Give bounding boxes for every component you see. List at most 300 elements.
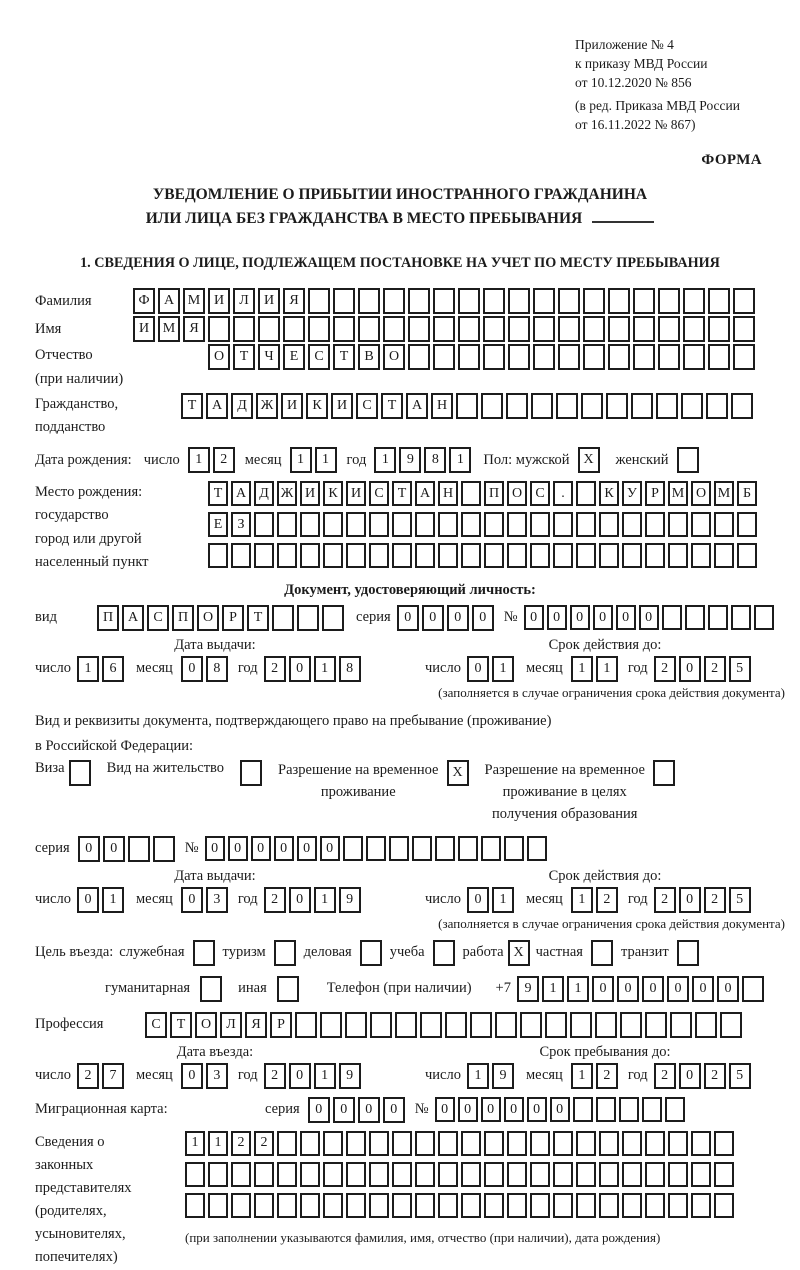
char-cell[interactable]	[507, 1131, 527, 1156]
char-cell[interactable]	[530, 1131, 550, 1156]
char-cell[interactable]: Я	[183, 316, 205, 342]
purpose-tourism-checkbox[interactable]	[274, 940, 296, 966]
char-cell[interactable]: 2	[231, 1131, 251, 1156]
char-cell[interactable]: Р	[222, 605, 244, 631]
char-cell[interactable]	[231, 1162, 251, 1187]
char-cell[interactable]	[233, 316, 255, 342]
purpose-transit-checkbox[interactable]	[677, 940, 699, 966]
char-cell[interactable]	[461, 512, 481, 537]
char-cell[interactable]	[323, 543, 343, 568]
char-cell[interactable]	[323, 1193, 343, 1218]
char-cell[interactable]	[470, 1012, 492, 1038]
char-cell[interactable]: 0	[77, 887, 99, 913]
char-cell[interactable]	[435, 836, 455, 861]
char-cell[interactable]	[369, 1162, 389, 1187]
char-cell[interactable]	[415, 1131, 435, 1156]
char-cell[interactable]: Т	[233, 344, 255, 370]
char-cell[interactable]: 0	[679, 1063, 701, 1089]
char-cell[interactable]	[645, 1193, 665, 1218]
char-cell[interactable]: 0	[547, 605, 567, 630]
char-cell[interactable]: К	[599, 481, 619, 506]
char-cell[interactable]: 1	[314, 656, 336, 682]
char-cell[interactable]	[415, 1162, 435, 1187]
purpose-humanitarian-checkbox[interactable]	[200, 976, 222, 1002]
char-cell[interactable]: 0	[524, 605, 544, 630]
char-cell[interactable]: О	[197, 605, 219, 631]
char-cell[interactable]: Т	[392, 481, 412, 506]
char-cell[interactable]: 1	[492, 887, 514, 913]
purpose-private-checkbox[interactable]	[591, 940, 613, 966]
char-cell[interactable]	[392, 1162, 412, 1187]
purpose-study-checkbox[interactable]	[433, 940, 455, 966]
char-cell[interactable]	[708, 605, 728, 630]
char-cell[interactable]	[533, 288, 555, 314]
char-cell[interactable]: 2	[654, 887, 676, 913]
char-cell[interactable]	[438, 512, 458, 537]
char-cell[interactable]: 9	[399, 447, 421, 473]
char-cell[interactable]: 2	[213, 447, 235, 473]
char-cell[interactable]: Л	[220, 1012, 242, 1038]
char-cell[interactable]	[392, 1193, 412, 1218]
char-cell[interactable]	[576, 1193, 596, 1218]
char-cell[interactable]	[358, 288, 380, 314]
char-cell[interactable]	[706, 393, 728, 419]
char-cell[interactable]: О	[507, 481, 527, 506]
char-cell[interactable]	[346, 512, 366, 537]
char-cell[interactable]	[433, 344, 455, 370]
char-cell[interactable]	[433, 316, 455, 342]
char-cell[interactable]: И	[331, 393, 353, 419]
char-cell[interactable]: 1	[102, 887, 124, 913]
char-cell[interactable]: 1	[596, 656, 618, 682]
char-cell[interactable]	[656, 393, 678, 419]
char-cell[interactable]	[346, 1193, 366, 1218]
char-cell[interactable]: 9	[339, 887, 361, 913]
char-cell[interactable]	[508, 316, 530, 342]
char-cell[interactable]: М	[668, 481, 688, 506]
char-cell[interactable]	[254, 1162, 274, 1187]
char-cell[interactable]	[558, 344, 580, 370]
char-cell[interactable]	[383, 316, 405, 342]
char-cell[interactable]	[369, 1193, 389, 1218]
char-cell[interactable]	[527, 836, 547, 861]
char-cell[interactable]	[346, 1131, 366, 1156]
char-cell[interactable]	[495, 1012, 517, 1038]
char-cell[interactable]	[323, 512, 343, 537]
char-cell[interactable]: 1	[542, 976, 564, 1002]
char-cell[interactable]: А	[231, 481, 251, 506]
char-cell[interactable]	[645, 512, 665, 537]
char-cell[interactable]: О	[195, 1012, 217, 1038]
char-cell[interactable]: 2	[254, 1131, 274, 1156]
char-cell[interactable]	[208, 1193, 228, 1218]
char-cell[interactable]: Р	[270, 1012, 292, 1038]
char-cell[interactable]: Т	[181, 393, 203, 419]
char-cell[interactable]	[300, 1162, 320, 1187]
char-cell[interactable]	[300, 1131, 320, 1156]
char-cell[interactable]	[438, 543, 458, 568]
char-cell[interactable]: Р	[645, 481, 665, 506]
char-cell[interactable]	[395, 1012, 417, 1038]
char-cell[interactable]	[483, 344, 505, 370]
char-cell[interactable]	[530, 1162, 550, 1187]
char-cell[interactable]: 2	[264, 887, 286, 913]
char-cell[interactable]: М	[714, 481, 734, 506]
char-cell[interactable]	[622, 1131, 642, 1156]
char-cell[interactable]: С	[147, 605, 169, 631]
char-cell[interactable]: 0	[383, 1097, 405, 1123]
char-cell[interactable]	[508, 288, 530, 314]
char-cell[interactable]	[369, 512, 389, 537]
char-cell[interactable]	[415, 1193, 435, 1218]
char-cell[interactable]	[458, 344, 480, 370]
char-cell[interactable]	[366, 836, 386, 861]
char-cell[interactable]: 1	[571, 887, 593, 913]
char-cell[interactable]: 0	[78, 836, 100, 862]
char-cell[interactable]	[345, 1012, 367, 1038]
gender-female-checkbox[interactable]	[677, 447, 699, 473]
char-cell[interactable]	[668, 1162, 688, 1187]
char-cell[interactable]	[599, 1162, 619, 1187]
char-cell[interactable]	[668, 512, 688, 537]
char-cell[interactable]	[691, 1193, 711, 1218]
char-cell[interactable]: 0	[289, 887, 311, 913]
char-cell[interactable]: С	[145, 1012, 167, 1038]
char-cell[interactable]: 0	[458, 1097, 478, 1122]
char-cell[interactable]	[445, 1012, 467, 1038]
char-cell[interactable]	[733, 344, 755, 370]
char-cell[interactable]: 0	[527, 1097, 547, 1122]
char-cell[interactable]: К	[323, 481, 343, 506]
char-cell[interactable]	[595, 1012, 617, 1038]
char-cell[interactable]	[754, 605, 774, 630]
char-cell[interactable]	[530, 1193, 550, 1218]
char-cell[interactable]: 2	[77, 1063, 99, 1089]
char-cell[interactable]: 0	[667, 976, 689, 1002]
char-cell[interactable]	[277, 1162, 297, 1187]
purpose-official-checkbox[interactable]	[193, 940, 215, 966]
char-cell[interactable]	[308, 288, 330, 314]
char-cell[interactable]: 0	[320, 836, 340, 861]
char-cell[interactable]: С	[530, 481, 550, 506]
char-cell[interactable]	[685, 605, 705, 630]
char-cell[interactable]: П	[484, 481, 504, 506]
char-cell[interactable]: Т	[247, 605, 269, 631]
char-cell[interactable]	[185, 1162, 205, 1187]
char-cell[interactable]	[343, 836, 363, 861]
char-cell[interactable]	[714, 1162, 734, 1187]
char-cell[interactable]: М	[183, 288, 205, 314]
char-cell[interactable]: Н	[431, 393, 453, 419]
char-cell[interactable]: 0	[593, 605, 613, 630]
char-cell[interactable]	[433, 288, 455, 314]
char-cell[interactable]	[283, 316, 305, 342]
char-cell[interactable]	[599, 1193, 619, 1218]
char-cell[interactable]	[695, 1012, 717, 1038]
char-cell[interactable]	[277, 1193, 297, 1218]
char-cell[interactable]	[599, 1131, 619, 1156]
char-cell[interactable]	[668, 1131, 688, 1156]
char-cell[interactable]: 0	[481, 1097, 501, 1122]
char-cell[interactable]	[558, 316, 580, 342]
char-cell[interactable]	[484, 543, 504, 568]
char-cell[interactable]	[420, 1012, 442, 1038]
temp-residence-checkbox[interactable]: X	[447, 760, 469, 786]
char-cell[interactable]	[658, 316, 680, 342]
char-cell[interactable]: 0	[297, 836, 317, 861]
char-cell[interactable]	[456, 393, 478, 419]
char-cell[interactable]	[254, 512, 274, 537]
char-cell[interactable]	[576, 1131, 596, 1156]
char-cell[interactable]: 1	[567, 976, 589, 1002]
char-cell[interactable]: С	[369, 481, 389, 506]
char-cell[interactable]: Д	[231, 393, 253, 419]
char-cell[interactable]: П	[97, 605, 119, 631]
char-cell[interactable]	[461, 481, 481, 506]
char-cell[interactable]: И	[300, 481, 320, 506]
char-cell[interactable]	[683, 344, 705, 370]
char-cell[interactable]: 0	[570, 605, 590, 630]
char-cell[interactable]	[556, 393, 578, 419]
char-cell[interactable]	[691, 543, 711, 568]
char-cell[interactable]	[369, 543, 389, 568]
char-cell[interactable]	[533, 316, 555, 342]
char-cell[interactable]	[277, 1131, 297, 1156]
char-cell[interactable]	[461, 543, 481, 568]
char-cell[interactable]: 2	[704, 656, 726, 682]
purpose-work-checkbox[interactable]: X	[508, 940, 530, 966]
char-cell[interactable]: 0	[472, 605, 494, 631]
char-cell[interactable]: О	[691, 481, 711, 506]
char-cell[interactable]	[258, 316, 280, 342]
char-cell[interactable]	[553, 1193, 573, 1218]
char-cell[interactable]: 9	[339, 1063, 361, 1089]
char-cell[interactable]	[553, 543, 573, 568]
char-cell[interactable]: 0	[467, 887, 489, 913]
char-cell[interactable]: У	[622, 481, 642, 506]
char-cell[interactable]	[389, 836, 409, 861]
char-cell[interactable]	[553, 1131, 573, 1156]
char-cell[interactable]	[606, 393, 628, 419]
char-cell[interactable]	[742, 976, 764, 1002]
char-cell[interactable]: С	[308, 344, 330, 370]
char-cell[interactable]: 0	[205, 836, 225, 861]
residence-permit-checkbox[interactable]	[240, 760, 262, 786]
char-cell[interactable]: .	[553, 481, 573, 506]
char-cell[interactable]	[231, 543, 251, 568]
char-cell[interactable]	[553, 512, 573, 537]
char-cell[interactable]	[622, 1193, 642, 1218]
char-cell[interactable]: 2	[264, 1063, 286, 1089]
char-cell[interactable]: Д	[254, 481, 274, 506]
char-cell[interactable]	[272, 605, 294, 631]
char-cell[interactable]: М	[158, 316, 180, 342]
char-cell[interactable]: Ф	[133, 288, 155, 314]
char-cell[interactable]: И	[133, 316, 155, 342]
char-cell[interactable]: 8	[424, 447, 446, 473]
char-cell[interactable]: 1	[77, 656, 99, 682]
char-cell[interactable]: С	[356, 393, 378, 419]
char-cell[interactable]: А	[158, 288, 180, 314]
char-cell[interactable]	[300, 543, 320, 568]
char-cell[interactable]: Я	[283, 288, 305, 314]
char-cell[interactable]: 1	[374, 447, 396, 473]
char-cell[interactable]: В	[358, 344, 380, 370]
char-cell[interactable]	[737, 512, 757, 537]
char-cell[interactable]	[691, 1162, 711, 1187]
char-cell[interactable]	[608, 316, 630, 342]
char-cell[interactable]	[481, 393, 503, 419]
char-cell[interactable]	[408, 316, 430, 342]
char-cell[interactable]	[622, 1162, 642, 1187]
char-cell[interactable]: 1	[492, 656, 514, 682]
char-cell[interactable]	[670, 1012, 692, 1038]
char-cell[interactable]	[483, 316, 505, 342]
char-cell[interactable]	[645, 543, 665, 568]
char-cell[interactable]: 0	[397, 605, 419, 631]
char-cell[interactable]: 0	[504, 1097, 524, 1122]
char-cell[interactable]	[323, 1162, 343, 1187]
char-cell[interactable]: 0	[289, 656, 311, 682]
char-cell[interactable]	[300, 512, 320, 537]
char-cell[interactable]: А	[122, 605, 144, 631]
char-cell[interactable]: И	[346, 481, 366, 506]
char-cell[interactable]	[731, 605, 751, 630]
char-cell[interactable]	[662, 605, 682, 630]
char-cell[interactable]: 2	[596, 887, 618, 913]
char-cell[interactable]: 9	[517, 976, 539, 1002]
char-cell[interactable]	[408, 288, 430, 314]
char-cell[interactable]	[691, 512, 711, 537]
char-cell[interactable]	[346, 1162, 366, 1187]
char-cell[interactable]	[683, 288, 705, 314]
char-cell[interactable]	[645, 1131, 665, 1156]
char-cell[interactable]: Б	[737, 481, 757, 506]
char-cell[interactable]	[683, 316, 705, 342]
char-cell[interactable]	[576, 543, 596, 568]
char-cell[interactable]	[681, 393, 703, 419]
char-cell[interactable]	[714, 543, 734, 568]
char-cell[interactable]	[483, 288, 505, 314]
char-cell[interactable]: Ж	[256, 393, 278, 419]
char-cell[interactable]	[208, 1162, 228, 1187]
char-cell[interactable]	[658, 344, 680, 370]
char-cell[interactable]: 1	[185, 1131, 205, 1156]
char-cell[interactable]	[533, 344, 555, 370]
char-cell[interactable]	[622, 543, 642, 568]
char-cell[interactable]	[484, 1131, 504, 1156]
char-cell[interactable]: 0	[251, 836, 271, 861]
char-cell[interactable]	[668, 543, 688, 568]
char-cell[interactable]: А	[206, 393, 228, 419]
char-cell[interactable]	[570, 1012, 592, 1038]
char-cell[interactable]: 0	[592, 976, 614, 1002]
char-cell[interactable]	[128, 836, 150, 862]
char-cell[interactable]	[599, 543, 619, 568]
char-cell[interactable]: 1	[571, 1063, 593, 1089]
char-cell[interactable]	[714, 1193, 734, 1218]
char-cell[interactable]	[392, 543, 412, 568]
char-cell[interactable]	[392, 512, 412, 537]
char-cell[interactable]	[545, 1012, 567, 1038]
char-cell[interactable]: 0	[692, 976, 714, 1002]
char-cell[interactable]: Л	[233, 288, 255, 314]
char-cell[interactable]: Н	[438, 481, 458, 506]
char-cell[interactable]: 1	[315, 447, 337, 473]
char-cell[interactable]: П	[172, 605, 194, 631]
char-cell[interactable]	[576, 481, 596, 506]
char-cell[interactable]	[731, 393, 753, 419]
char-cell[interactable]: 3	[206, 1063, 228, 1089]
char-cell[interactable]	[461, 1131, 481, 1156]
char-cell[interactable]	[458, 288, 480, 314]
char-cell[interactable]: 5	[729, 1063, 751, 1089]
char-cell[interactable]	[438, 1193, 458, 1218]
char-cell[interactable]	[622, 512, 642, 537]
char-cell[interactable]	[370, 1012, 392, 1038]
char-cell[interactable]	[320, 1012, 342, 1038]
char-cell[interactable]: 1	[314, 1063, 336, 1089]
char-cell[interactable]	[733, 288, 755, 314]
char-cell[interactable]: 0	[181, 887, 203, 913]
char-cell[interactable]: Т	[333, 344, 355, 370]
char-cell[interactable]: 5	[729, 887, 751, 913]
char-cell[interactable]: Т	[381, 393, 403, 419]
char-cell[interactable]: 0	[422, 605, 444, 631]
char-cell[interactable]	[415, 543, 435, 568]
char-cell[interactable]	[438, 1131, 458, 1156]
char-cell[interactable]	[530, 512, 550, 537]
char-cell[interactable]	[153, 836, 175, 862]
char-cell[interactable]: 9	[492, 1063, 514, 1089]
char-cell[interactable]	[642, 1097, 662, 1122]
char-cell[interactable]	[254, 1193, 274, 1218]
char-cell[interactable]	[484, 1162, 504, 1187]
char-cell[interactable]: 1	[314, 887, 336, 913]
char-cell[interactable]	[507, 512, 527, 537]
char-cell[interactable]: А	[406, 393, 428, 419]
char-cell[interactable]	[438, 1162, 458, 1187]
char-cell[interactable]: 2	[654, 656, 676, 682]
char-cell[interactable]	[573, 1097, 593, 1122]
char-cell[interactable]: 0	[447, 605, 469, 631]
char-cell[interactable]: 0	[181, 656, 203, 682]
char-cell[interactable]	[254, 543, 274, 568]
char-cell[interactable]	[461, 1193, 481, 1218]
char-cell[interactable]: 5	[729, 656, 751, 682]
char-cell[interactable]	[708, 316, 730, 342]
char-cell[interactable]: Т	[170, 1012, 192, 1038]
char-cell[interactable]: И	[258, 288, 280, 314]
char-cell[interactable]: 0	[289, 1063, 311, 1089]
char-cell[interactable]	[581, 393, 603, 419]
char-cell[interactable]	[608, 288, 630, 314]
char-cell[interactable]	[277, 543, 297, 568]
char-cell[interactable]	[358, 316, 380, 342]
char-cell[interactable]	[308, 316, 330, 342]
char-cell[interactable]: 1	[467, 1063, 489, 1089]
char-cell[interactable]	[599, 512, 619, 537]
char-cell[interactable]	[645, 1162, 665, 1187]
char-cell[interactable]	[576, 1162, 596, 1187]
char-cell[interactable]	[231, 1193, 251, 1218]
char-cell[interactable]	[208, 543, 228, 568]
char-cell[interactable]	[461, 1162, 481, 1187]
char-cell[interactable]: 0	[228, 836, 248, 861]
char-cell[interactable]	[558, 288, 580, 314]
char-cell[interactable]: 0	[679, 656, 701, 682]
char-cell[interactable]	[583, 316, 605, 342]
